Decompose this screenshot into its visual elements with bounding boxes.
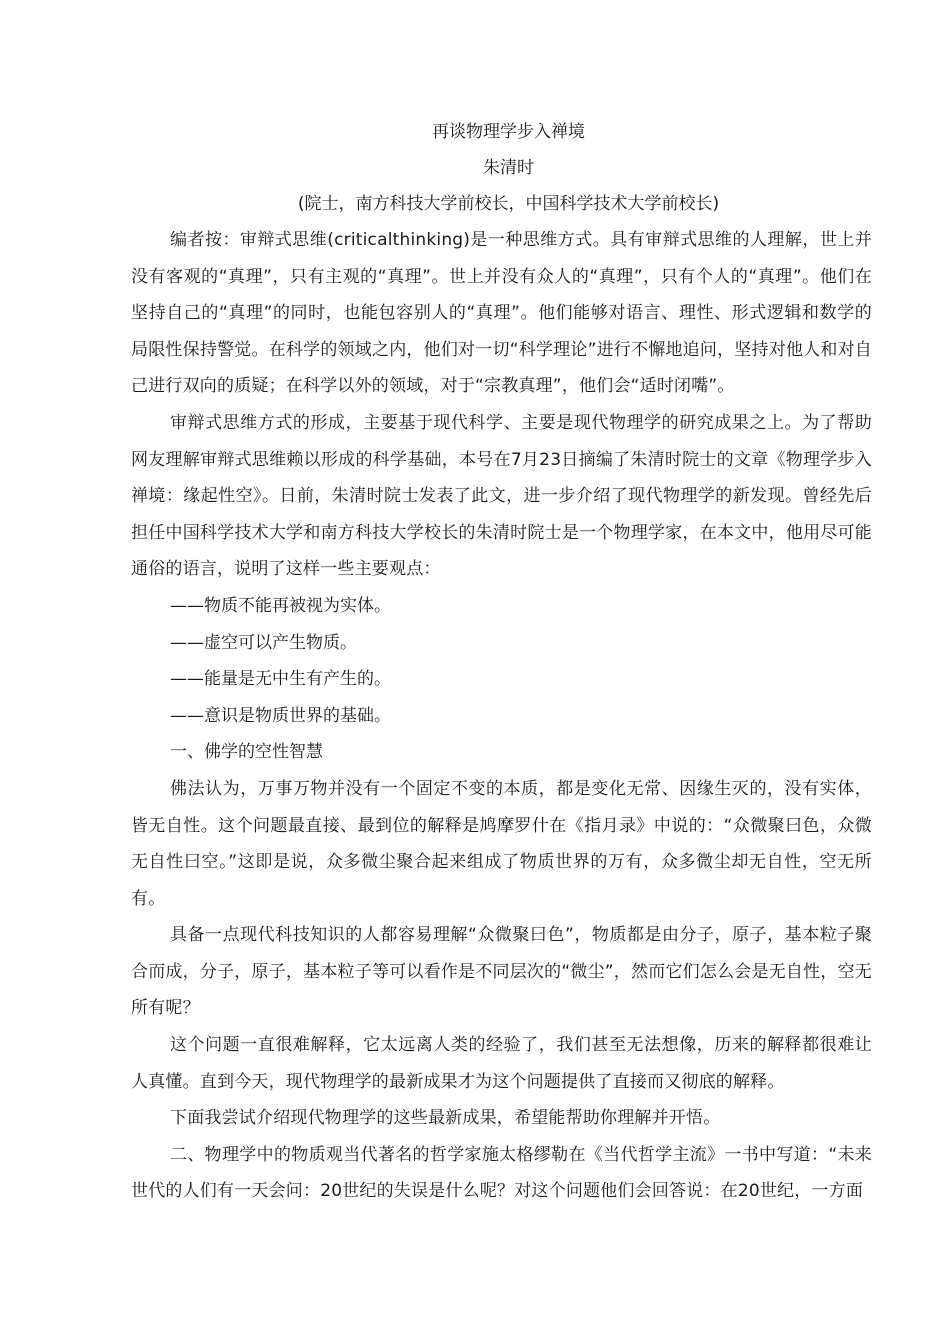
- body-paragraph: 下面我尝试介绍现代物理学的这些最新成果，希望能帮助你理解并开悟。: [170, 1108, 721, 1129]
- document-body: [131, 114, 872, 1210]
- point-item: ——虚空可以产生物质。: [170, 632, 357, 653]
- point-item: ——能量是无中生有产生的。: [170, 669, 391, 690]
- body-paragraph: 佛法认为，万事万物并没有一个固定不变的本质，都是变化无常、因缘生灭的，没有实体，皆无自性。这个问题最直接、最到位的解释是鸠摩罗什在《指月录》中说的：“众微聚曰色，众微无自性曰空。”这即是说，众多微尘聚合起来组成了物质世界的万有，众多微尘却无自性，空无所有。: [131, 778, 872, 909]
- body-paragraph: 这个问题一直很难解释，它太远离人类的经验了，我们甚至无法想像，历来的解释都很难让人真懂。直到今天，现代物理学的最新成果才为这个问题提供了直接而又彻底的解释。: [131, 1035, 872, 1092]
- document-author: 朱清时: [483, 158, 534, 178]
- section-heading: 一、佛学的空性智慧: [170, 742, 323, 763]
- editor-note-paragraph: 编者按：审辩式思维(criticalthinking)是一种思维方式。具有审辩式思维的人理解，世上并没有客观的“真理”，只有主观的“真理”。世上并没有众人的“真理”，只有个人的“真理”。他们在坚持自己的“真理”的同时，也能包容别人的“真理”。他们能够对语言、理性、形式逻辑和数学的局限性保持警觉。在科学的领域之内，他们对一切“科学理论”进行不懈地追问，坚持对他人和对自己进行双向的质疑；在科学以外的领域，对于“宗教真理”，他们会“适时闭嘴”。: [131, 230, 872, 397]
- intro-paragraph: 审辩式思维方式的形成，主要基于现代科学、主要是现代物理学的研究成果之上。为了帮助网友理解审辩式思维赖以形成的科学基础，本号在7月23日摘编了朱清时院士的文章《物理学步入禅境：缘起性空》。日前，朱清时院士发表了此文，进一步介绍了现代物理学的新发现。曾经先后担任中国科学技术大学和南方科技大学校长的朱清时院士是一个物理学家，在本文中，他用尽可能通俗的语言，说明了这样一些主要观点：: [131, 412, 872, 580]
- document-affiliation: (院士，南方科技大学前校长，中国科学技术大学前校长): [297, 194, 720, 214]
- point-item: ——意识是物质世界的基础。: [170, 705, 391, 726]
- point-item: ——物质不能再被视为实体。: [170, 595, 391, 616]
- body-paragraph: 具备一点现代科技知识的人都容易理解“众微聚曰色”，物质都是由分子，原子，基本粒子聚合而成，分子，原子，基本粒子等可以看作是不同层次的“微尘”，然而它们怎么会是无自性，空无所有呢？: [131, 925, 872, 1019]
- document-title: 再谈物理学步入禅境: [432, 122, 585, 142]
- body-paragraph: 二、物理学中的物质观当代著名的哲学家施太格缪勒在《当代哲学主流》一书中写道：“未来世代的人们有一天会问：20世纪的失误是什么呢？对这个问题他们会回答说：在20世纪，一方面: [131, 1144, 872, 1202]
